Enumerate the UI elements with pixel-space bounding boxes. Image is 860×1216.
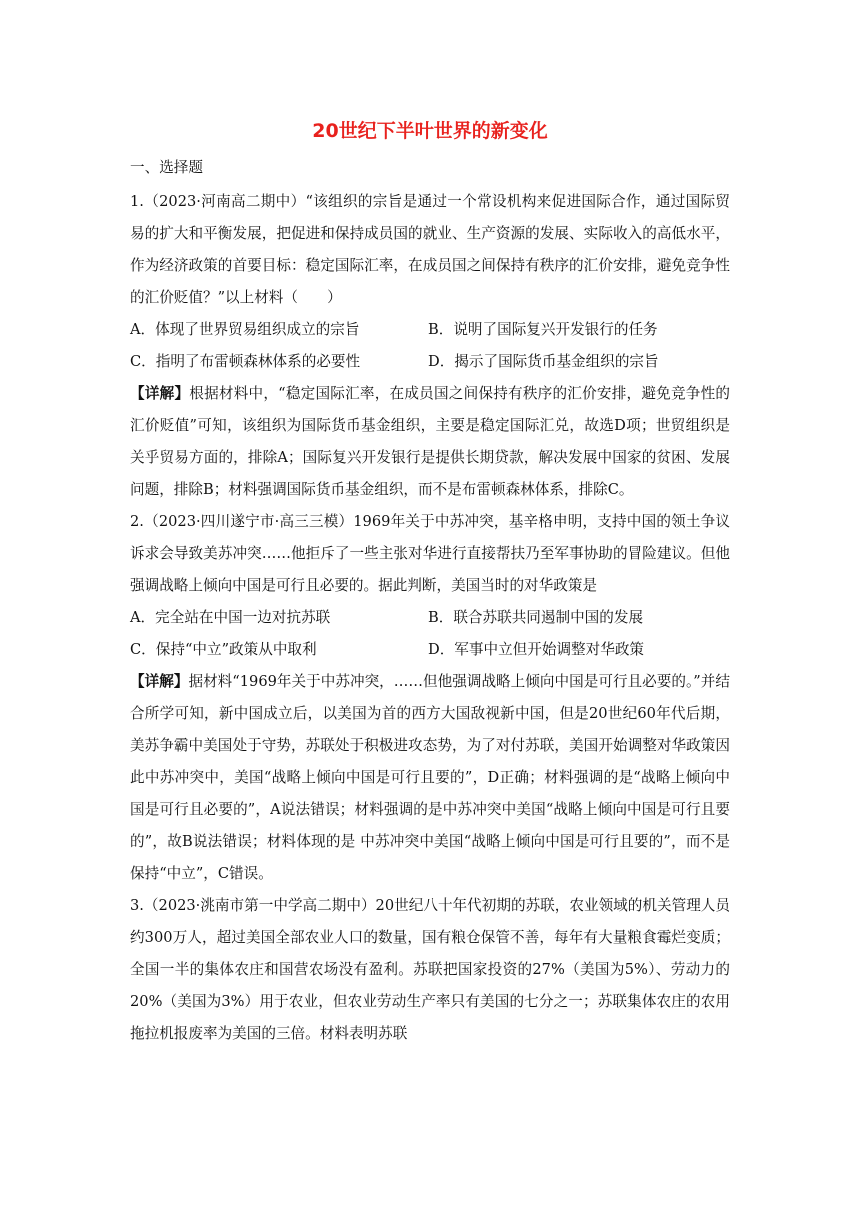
section-heading: 一、选择题: [130, 159, 203, 176]
question-1-option-d: D．揭示了国际货币基金组织的宗旨: [428, 353, 659, 370]
question-1-option-c: C．指明了布雷顿森林体系的必要性: [130, 353, 361, 370]
explanation-label: 【详解】: [130, 673, 189, 690]
question-2-options: [130, 602, 730, 666]
explanation-text: 根据材料中，“稳定国际汇率，在成员国之间保持有秩序的汇价安排，避免竞争性的汇价贬值”可知，该组织为国际货币基金组织，主要是稳定国际汇兑，故选D项；世贸组织是关乎贸易方面的，排除A；国际复兴开发银行是提供长期贷款，解决发展中国家的贫困、发展问题，排除B；材料强调国际货币基金组织，而不是布雷顿森林体系，排除C。: [130, 385, 730, 498]
explanation-text: 据材料“1969年关于中苏冲突，……但他强调战略上倾向中国是可行且必要的。”并结合所学可知，新中国成立后，以美国为首的西方大国敌视新中国，但是20世纪60年代后期，美苏争霸中美国处于守势，苏联处于积极进攻态势，为了对付苏联，美国开始调整对华政策因此中苏冲突中，美国“战略上倾向中国是可行且要的”，D正确；材料强调的是“战略上倾向中国是可行且必要的”，A说法错误；材料强调的是中苏冲突中美国“战略上倾向中国是可行且要的”，故B说法错误；材料体现的是 中苏冲突中美国“战略上倾向中国是可行且要的”，而不是保持“中立”，C错误。: [130, 673, 730, 882]
question-2-explanation: [130, 666, 730, 890]
question-2-option-b: B．联合苏联共同遏制中国的发展: [428, 609, 644, 626]
question-1-options: [130, 314, 730, 378]
question-1-stem: 1.（2023·河南高二期中）“该组织的宗旨是通过一个常设机构来促进国际合作，通过国际贸易的扩大和平衡发展，把促进和保持成员国的就业、生产资源的发展、实际收入的高低水平，作为经济政策的首要目标：稳定国际汇率，在成员国之间保持有秩序的汇价安排，避免竞争性的汇价贬值？”以上材料（ ）: [130, 193, 730, 306]
page-title: 20世纪下半叶世界的新变化: [312, 120, 548, 142]
question-1-option-b: B．说明了国际复兴开发银行的任务: [428, 321, 658, 338]
question-2-option-c: C．保持“中立”政策从中取利: [130, 641, 317, 658]
question-2-stem: 2.（2023·四川遂宁市·高三三模）1969年关于中苏冲突，基辛格申明，支持中国的领土争议诉求会导致美苏冲突……他拒斥了一些主张对华进行直接帮扶乃至军事协助的冒险建议。但他强调战略上倾向中国是可行且必要的。据此判断，美国当时的对华政策是: [130, 513, 730, 594]
question-3-stem: 3.（2023·洮南市第一中学高二期中）20世纪八十年代初期的苏联，农业领域的机关管理人员约300万人，超过美国全部农业人口的数量，国有粮仓保管不善，每年有大量粮食霉烂变质；全国一半的集体农庄和国营农场没有盈利。苏联把国家投资的27%（美国为5%）、劳动力的20%（美国为3%）用于农业，但农业劳动生产率只有美国的七分之一；苏联集体农庄的农用拖拉机报废率为美国的三倍。材料表明苏联: [130, 897, 730, 1042]
explanation-label: 【详解】: [130, 385, 190, 402]
question-1-option-a: A．体现了世界贸易组织成立的宗旨: [130, 321, 360, 338]
document-body: [130, 156, 730, 1050]
question-2-option-a: A．完全站在中国一边对抗苏联: [130, 609, 331, 626]
question-1-explanation: [130, 378, 730, 506]
question-2-option-d: D．军事中立但开始调整对华政策: [428, 641, 645, 658]
